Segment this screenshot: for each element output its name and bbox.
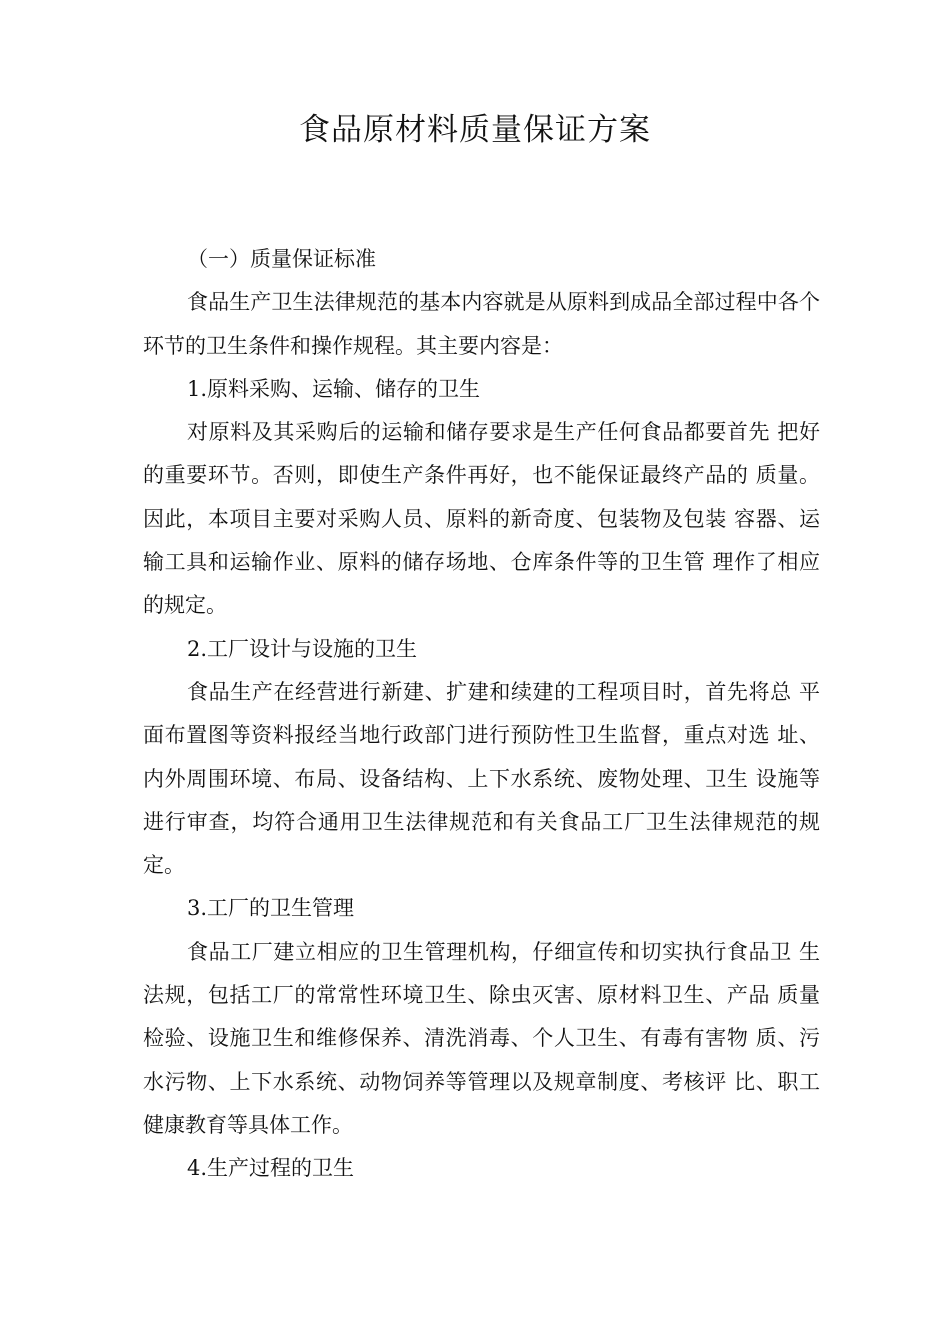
section-heading-quality-standard: （一）质量保证标准 [187,247,376,271]
subheading-raw-material: 1.原料采购、运输、储存的卫生 [187,376,481,401]
paragraph-intro: 食品生产卫生法律规范的基本内容就是从原料到成品全部过程中各个环节的卫生条件和操作规程。其主要内容是： [143,290,820,358]
document-title: 食品原材料质量保证方案 [299,112,651,148]
subheading-factory-management: 3.工厂的卫生管理 [187,896,355,921]
paragraph-factory-design: 食品生产在经营进行新建、扩建和续建的工程项目时，首先将总 平面布置图等资料报经当地行政部门进行预防性卫生监督，重点对选 址、内外周围环境、布局、设备结构、上下水系统、废物处理、卫生 设施等进行审查，均符合通用卫生法律规范和有关食品工厂卫生法律规范的规定。 [143,679,820,878]
paragraph-raw-material: 对原料及其采购后的运输和储存要求是生产任何食品都要首先 把好的重要环节。否则，即使生产条件再好，也不能保证最终产品的 质量。因此，本项目主要对采购人员、原料的新奇度、包装物及包装 容器、运输工具和运输作业、原料的储存场地、仓库条件等的卫生管 理作了相应的规定。 [143,420,820,618]
subheading-production-process: 4.生产过程的卫生 [187,1156,355,1181]
subheading-factory-design: 2.工厂设计与设施的卫生 [187,636,418,661]
paragraph-factory-management: 食品工厂建立相应的卫生管理机构，仔细宣传和切实执行食品卫 生法规，包括工厂的常常性环境卫生、除虫灭害、原材料卫生、产品 质量检验、设施卫生和维修保养、清洗消毒、个人卫生、有毒有害物 质、污水污物、上下水系统、动物饲养等管理以及规章制度、考核评 比、职工健康教育等具体工作。 [143,939,820,1137]
document-body [143,238,820,1191]
